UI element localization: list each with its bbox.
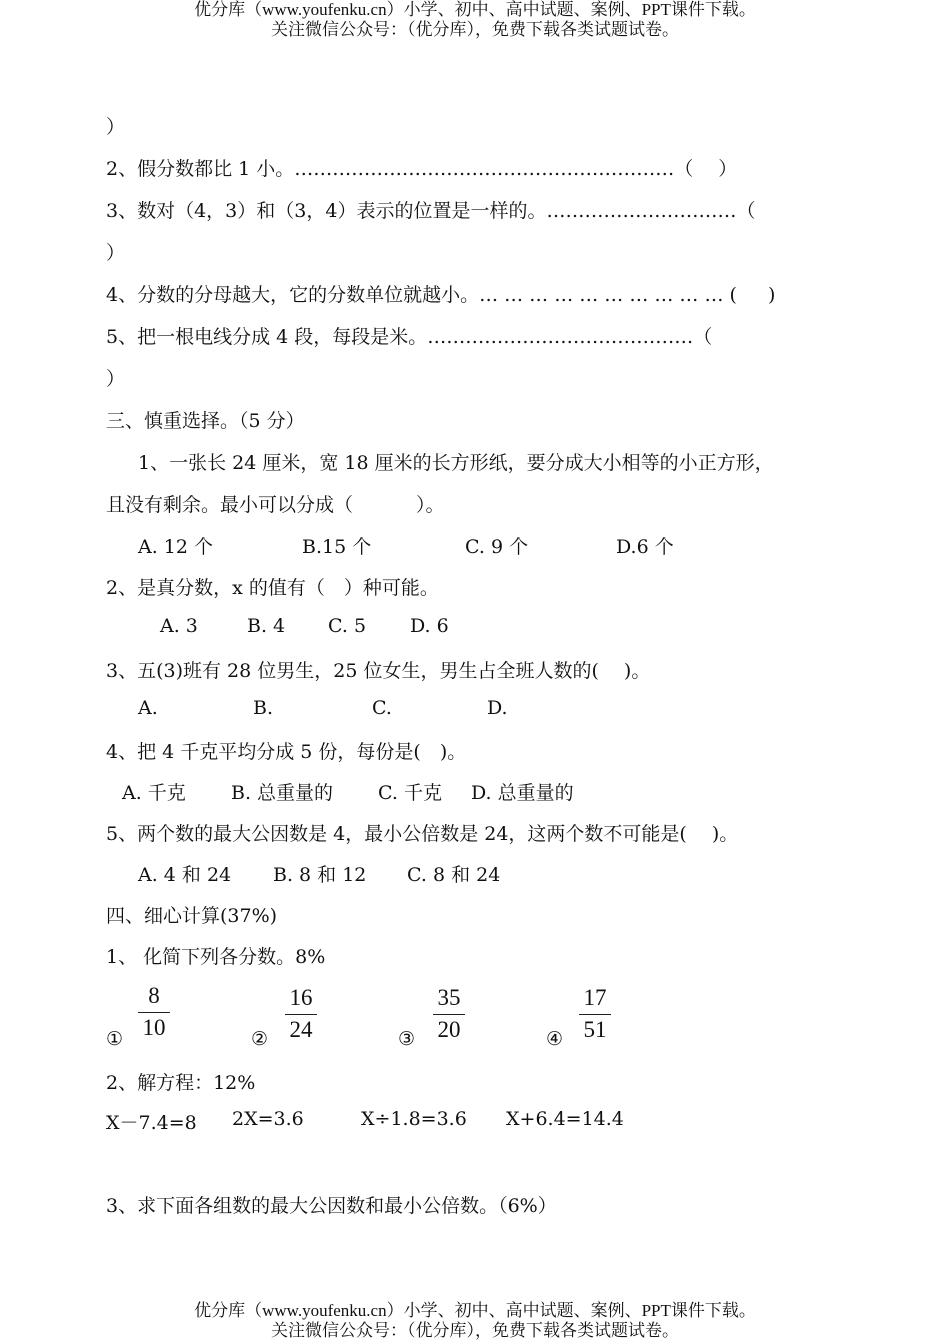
judge-question-3: 3、数对（4，3）和（3，4）表示的位置是一样的。…………………………（	[106, 200, 756, 222]
judge-question-3-paren: ）	[106, 242, 126, 264]
section-choice-title: 三、慎重选择。（5 分）	[106, 410, 305, 432]
judge-top-paren: ）	[106, 116, 126, 138]
choice-q2-option-d: D. 6	[410, 615, 449, 637]
choice-q2-option-b: B. 4	[247, 615, 286, 637]
fraction-2	[281, 985, 321, 1043]
fraction-3	[429, 985, 469, 1043]
equation-1: X－7.4=8	[106, 1112, 197, 1134]
choice-q3-option-a: A.	[138, 697, 158, 719]
equation-3: X÷1.8=3.6	[361, 1108, 467, 1130]
header-line-2: 关注微信公众号：（优分库），免费下载各类试题试卷。	[271, 20, 679, 39]
choice-q2-option-a: A. 3	[160, 615, 198, 637]
choice-q4-option-b: B. 总重量的	[231, 782, 334, 804]
section-calc-title: 四、细心计算(37%)	[106, 905, 278, 927]
fraction-1-numerator: 8	[148, 983, 160, 1008]
choice-q1-option-d: D.6 个	[616, 536, 674, 558]
fraction-3-bar	[433, 1014, 465, 1015]
fraction-1	[134, 983, 174, 1041]
fraction-4-bar	[579, 1014, 611, 1015]
choice-question-5: 5、两个数的最大公因数是 4，最小公倍数是 24，这两个数不可能是( )。	[106, 823, 739, 845]
choice-q3-option-d: D.	[487, 697, 508, 719]
choice-q4-option-c: C. 千克	[378, 782, 442, 804]
judge-question-4: 4、分数的分母越大，它的分数单位就越小。… … … … … … … … … … ( )	[106, 284, 776, 306]
choice-q5-option-c: C. 8 和 24	[407, 864, 501, 886]
fraction-3-denominator: 20	[437, 1017, 461, 1042]
judge-question-5: 5、把一根电线分成 4 段，每段是米。……………………………………（	[106, 326, 713, 348]
fraction-3-numerator: 35	[437, 985, 461, 1010]
fraction-4-numerator: 17	[583, 985, 607, 1010]
fraction-2-numerator: 16	[289, 985, 313, 1010]
judge-question-5-paren: ）	[106, 368, 126, 390]
fraction-1-bar	[138, 1012, 170, 1013]
choice-q5-option-a: A. 4 和 24	[138, 864, 232, 886]
calc-question-2: 2、解方程：12%	[106, 1072, 256, 1094]
judge-question-2: 2、假分数都比 1 小。……………………………………………………（ ）	[106, 158, 738, 180]
calc-question-1: 1、 化简下列各分数。8%	[106, 946, 326, 968]
choice-q3-option-b: B.	[253, 697, 274, 719]
fraction-2-denominator: 24	[289, 1017, 313, 1042]
fraction-2-bar	[285, 1014, 317, 1015]
footer-line-2: 关注微信公众号：（优分库），免费下载各类试题试卷。	[271, 1321, 679, 1340]
choice-question-1-line-1: 1、一张长 24 厘米，宽 18 厘米的长方形纸，要分成大小相等的小正方形，	[138, 452, 774, 474]
choice-q1-option-a: A. 12 个	[138, 536, 214, 558]
choice-question-4: 4、把 4 千克平均分成 5 份，每份是( )。	[106, 741, 467, 763]
choice-q5-option-b: B. 8 和 12	[273, 864, 367, 886]
choice-q3-option-c: C.	[372, 697, 392, 719]
fraction-3-mark: ③	[398, 1028, 416, 1050]
choice-q4-option-a: A. 千克	[122, 782, 186, 804]
fraction-4	[575, 985, 615, 1043]
choice-question-1-line-2: 且没有剩余。最小可以分成（ ）。	[106, 494, 445, 516]
choice-q4-option-d: D. 总重量的	[471, 782, 574, 804]
choice-question-2: 2、是真分数，x 的值有（ ）种可能。	[106, 577, 439, 599]
fraction-1-denominator: 10	[142, 1015, 166, 1040]
choice-q2-option-c: C. 5	[328, 615, 367, 637]
choice-question-3: 3、五(3)班有 28 位男生，25 位女生，男生占全班人数的( )。	[106, 660, 651, 682]
footer-line-1: 优分库（www.youfenku.cn）小学、初中、高中试题、案例、PPT课件下载。	[194, 1301, 756, 1320]
fraction-4-mark: ④	[546, 1028, 564, 1050]
choice-q1-option-b: B.15 个	[302, 536, 372, 558]
fraction-1-mark: ①	[106, 1028, 124, 1050]
fraction-4-denominator: 51	[583, 1017, 607, 1042]
fraction-2-mark: ②	[251, 1028, 269, 1050]
equation-4: X+6.4=14.4	[506, 1108, 624, 1130]
choice-q1-option-c: C. 9 个	[465, 536, 529, 558]
equation-2: 2X=3.6	[232, 1108, 304, 1130]
header-line-1: 优分库（www.youfenku.cn）小学、初中、高中试题、案例、PPT课件下载。	[194, 0, 756, 19]
calc-question-3: 3、求下面各组数的最大公因数和最小公倍数。（6%）	[106, 1195, 557, 1217]
